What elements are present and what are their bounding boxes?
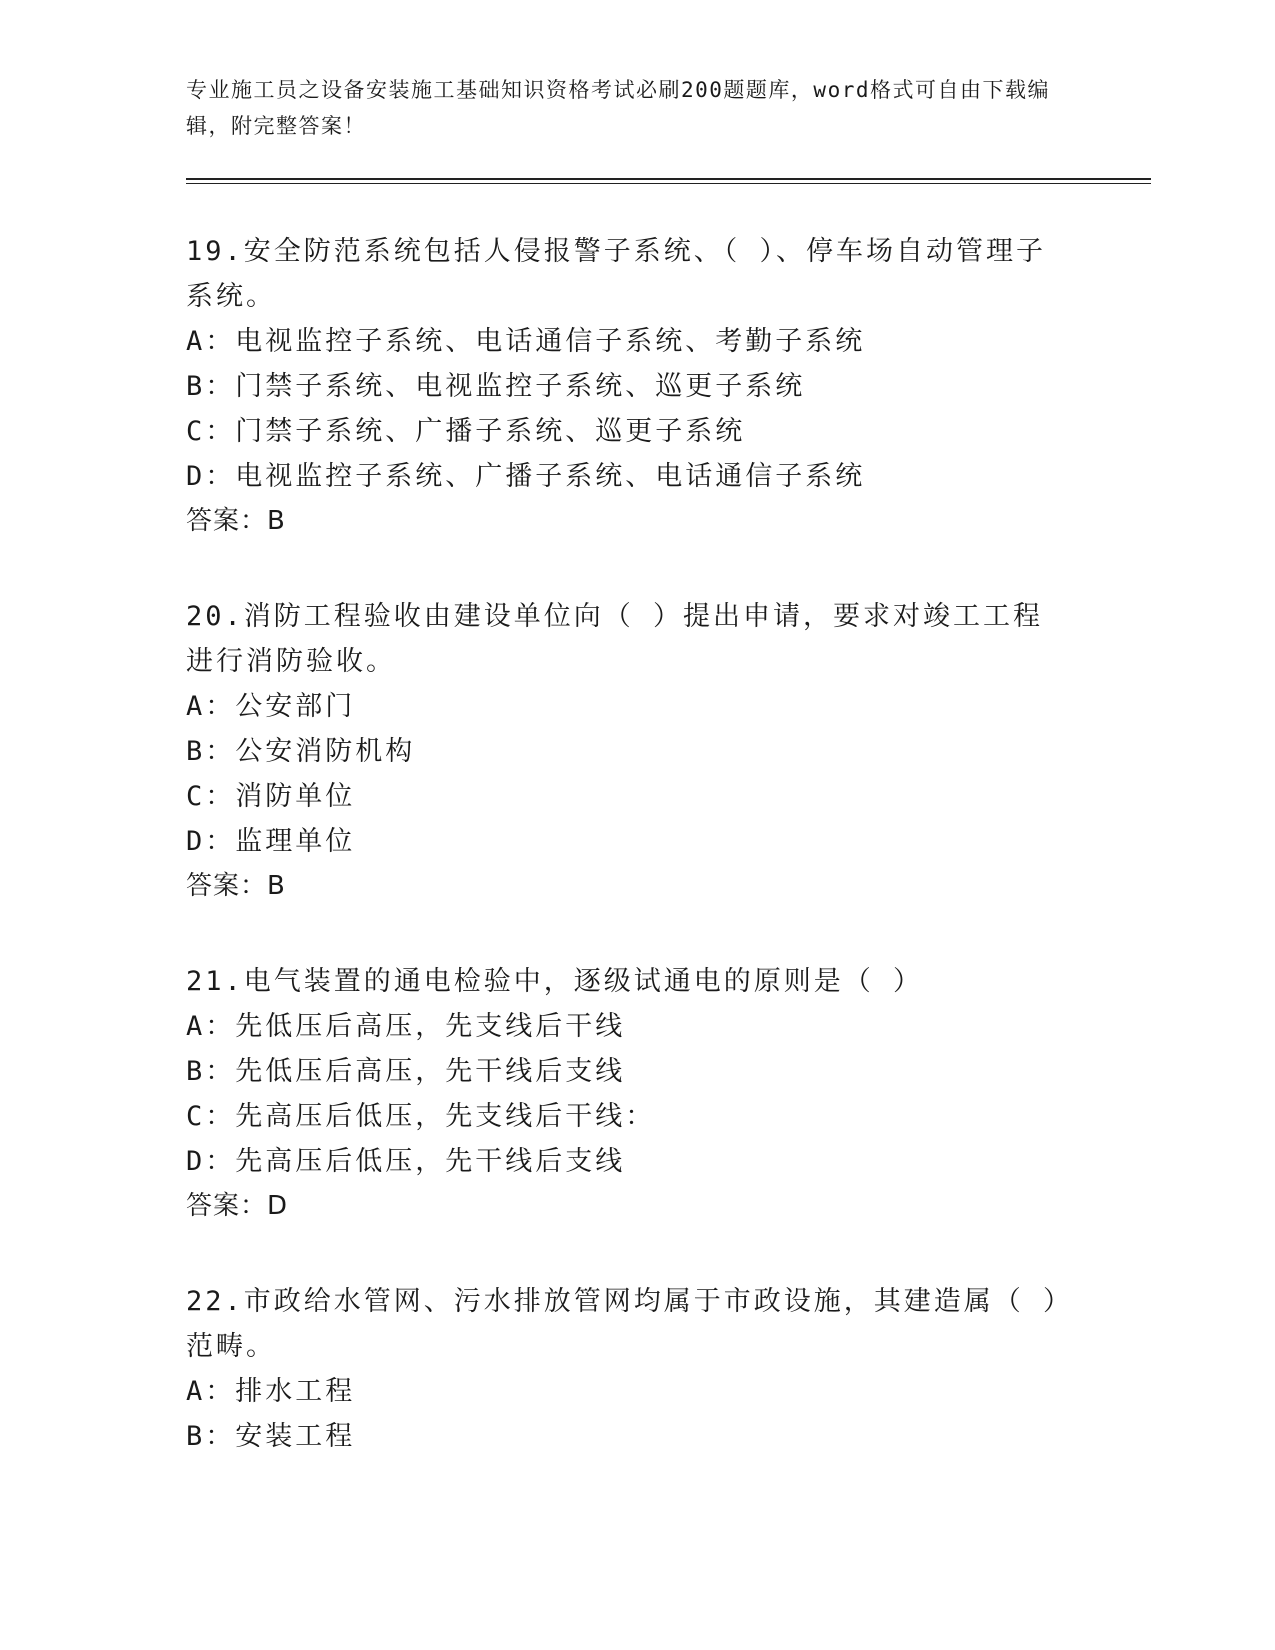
option-c: C：先高压后低压，先支线后干线：: [186, 1101, 656, 1132]
question-stem: 22.市政给水管网、污水排放管网均属于市政设施，其建造属（ ）范畴。: [186, 1286, 1060, 1362]
question-list: [186, 229, 1066, 1509]
option-b: B：先低压后高压，先干线后支线: [186, 1056, 626, 1087]
option-a: A：先低压后高压，先支线后干线: [186, 1011, 626, 1042]
option-a: A：排水工程: [186, 1376, 356, 1407]
answer: 答案：B: [186, 506, 286, 536]
option-b: B：安装工程: [186, 1421, 356, 1452]
option-d: D：电视监控子系统、广播子系统、电话通信子系统: [186, 461, 866, 492]
document-header: 专业施工员之设备安装施工基础知识资格考试必刷200题题库，word格式可自由下载编辑，附完整答案！: [186, 78, 1050, 138]
question-22: [186, 1279, 1066, 1459]
question-stem: 20.消防工程验收由建设单位向（ ）提出申请，要求对竣工工程进行消防验收。: [186, 601, 1044, 677]
question-stem: 21.电气装置的通电检验中，逐级试通电的原则是（ ）: [186, 966, 924, 997]
question-20: [186, 594, 1066, 909]
option-a: A：电视监控子系统、电话通信子系统、考勤子系统: [186, 326, 866, 357]
header-divider: [186, 178, 1151, 182]
option-c: C：门禁子系统、广播子系统、巡更子系统: [186, 416, 746, 447]
option-b: B：门禁子系统、电视监控子系统、巡更子系统: [186, 371, 806, 402]
question-stem: 19.安全防范系统包括人侵报警子系统、（ ）、停车场自动管理子系统。: [186, 236, 1047, 312]
answer: 答案：D: [186, 1191, 289, 1221]
option-a: A：公安部门: [186, 691, 356, 722]
question-19: [186, 229, 1066, 544]
question-21: [186, 959, 1066, 1229]
answer: 答案：B: [186, 871, 286, 901]
option-d: D：先高压后低压，先干线后支线: [186, 1146, 626, 1177]
option-c: C：消防单位: [186, 781, 356, 812]
option-d: D：监理单位: [186, 826, 356, 857]
option-b: B：公安消防机构: [186, 736, 416, 767]
